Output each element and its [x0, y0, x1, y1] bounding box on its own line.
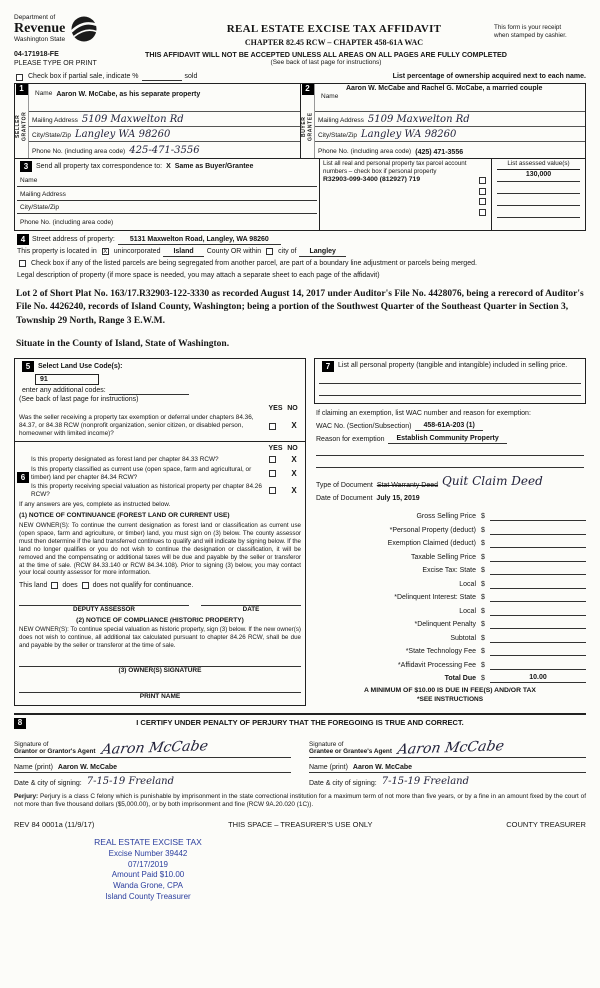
blank-line: [316, 456, 584, 468]
buyer-name-value: Aaron W. McCabe and Rachel G. McCabe, a married couple: [346, 84, 543, 92]
header-secondary: [14, 50, 586, 68]
washington-state-label: Washington State: [14, 36, 66, 44]
money-row-personal: *Personal Property (deduct) $: [314, 521, 586, 535]
notice-block: [126, 50, 526, 68]
city-value: Langley: [299, 247, 345, 257]
section-6-marker: 6: [17, 472, 29, 483]
deputy-assessor-row: [19, 605, 301, 614]
assessed-value-blank: [497, 182, 580, 194]
tax-computation: [314, 508, 586, 705]
notice-compliance-title: (2) NOTICE OF COMPLIANCE (HISTORIC PROPERTY): [76, 616, 244, 624]
currency-symbol: $: [481, 567, 485, 575]
money-row-exemption: Exemption Claimed (deduct) $: [314, 535, 586, 549]
grantee-date-value: 7-15-19 Freeland: [381, 775, 470, 787]
money-row-processing-fee: *Affidavit Processing Fee $: [314, 656, 586, 670]
currency-symbol: $: [481, 621, 485, 629]
grantor-name-value: Aaron W. McCabe: [57, 763, 118, 771]
assessed-value: 130,000: [497, 170, 580, 182]
located-in-label: This property is located in: [17, 248, 97, 256]
personal-property-checkbox-1: [479, 177, 486, 184]
segregated-note: Check box if any of the listed parcels are being segregated from another parcel, are part of a boundary line adjustment or parcels being merged.: [31, 260, 477, 268]
money-row-gross: Gross Selling Price $: [314, 508, 586, 522]
yes-no-header-2: YES NO: [268, 445, 298, 453]
dor-logo-text: [14, 14, 65, 45]
buyer-city-value: Langley WA 98260: [361, 128, 457, 140]
grantee-signature: Aaron McCabe: [396, 737, 506, 758]
corr-city-label: City/State/Zip: [20, 204, 60, 212]
treasurer-space-label: THIS SPACE – TREASURER'S USE ONLY: [228, 819, 373, 829]
land-use-label: Select Land Use Code(s):: [38, 363, 123, 371]
parcel-number-value: R32903-099-3400 (812927) 719: [323, 176, 421, 184]
parcel-row: [323, 186, 488, 197]
current-use-yes-checkbox: [269, 470, 276, 477]
title-block: [174, 14, 494, 49]
seller-mailing-value: 5109 Maxwelton Rd: [81, 113, 184, 125]
currency-symbol: $: [481, 513, 485, 521]
certify-statement: I CERTIFY UNDER PENALTY OF PERJURY THAT THE FOREGOING IS TRUE AND CORRECT.: [136, 717, 464, 727]
legal-description-text: Lot 2 of Short Plat No. 163/17.R32903-122-3330 as recorded August 14, 2017 under Auditor's File No. 4428076, being a rerecord of Auditor's File No. 4426240, records of Island County, Washington; being a portion of the Southwest Quarter of the Southeast Quarter in Section 3, Township 29 North, Range 3 E.W.M.: [16, 288, 584, 326]
wac-value: 458-61A-203 (1): [415, 421, 482, 431]
wac-label: WAC No. (Section/Subsection): [316, 423, 412, 431]
currency-symbol: $: [481, 580, 485, 588]
perjury-body: Perjury is a class C felony which is punishable by imprisonment in the state correctional institution for a maximum term of not more than five years, or by a fine in an amount fixed by the court of not more than five thousand dollars ($5,000.00), or by both imprisonment and fine (RCW 9A.20.020 (1C)).: [14, 792, 586, 809]
section-2-marker: 2: [302, 84, 314, 95]
legal-description-label: Legal description of property (if more space is needed, you may attach a separate sheet to each page of the affidavit): [17, 272, 380, 280]
perjury-notice: [14, 793, 586, 810]
correspondence-fields: [15, 159, 319, 230]
date-of-document-value: July 15, 2019: [376, 494, 420, 502]
treasurer-stamp: [48, 837, 248, 902]
money-row-interest-local: Local $: [314, 602, 586, 616]
buyer-name-area: [315, 84, 585, 112]
seller-phone-row: Phone No. (including area code) 425-471-3556: [32, 144, 200, 156]
deferral-question: Was the seller receiving a property tax exemption or deferral under chapters 84.36, 84.37, or 84.38 RCW (nonprofit organization, senior citizen, or disabled person, homeowner with limited income)?: [19, 414, 254, 438]
receipt-note-line1: This form is your receipt: [494, 24, 562, 31]
personal-property-section: [314, 358, 586, 404]
date-label: DATE: [201, 605, 301, 614]
parcel-header: List all real and personal property tax parcel account numbers – check box if personal property: [323, 159, 467, 175]
parcel-row: [323, 196, 488, 207]
deferral-question-row: [19, 414, 301, 438]
assessed-value-header: List assessed value(s): [497, 160, 580, 170]
seller-section: [15, 84, 300, 158]
section-7-marker: 7: [322, 361, 334, 372]
additional-codes-label: enter any additional codes:: [22, 387, 106, 395]
revenue-wordmark: Revenue: [14, 21, 66, 37]
currency-symbol: $: [481, 553, 485, 561]
grantee-date-row: Date & city of signing: 7-15-19 Freeland: [309, 775, 470, 787]
currency-symbol: $: [481, 607, 485, 615]
please-type-label: PLEASE TYPE OR PRINT: [14, 59, 97, 67]
unincorporated-checkbox: X: [103, 249, 108, 256]
money-row-excise-state: Excise Tax: State $: [314, 562, 586, 576]
right-column: [314, 358, 586, 706]
type-of-document-label: Type of Document: [316, 481, 373, 489]
money-row-excise-local: Local $: [314, 575, 586, 589]
buyer-section: [300, 84, 585, 158]
county-treasurer-label: COUNTY TREASURER: [506, 819, 586, 829]
historic-question-row: Is this property receiving special valuation as historical property per chapter 84.26 RCW? X: [31, 483, 301, 499]
county-value: Island: [163, 247, 203, 257]
owners-signature-line: (3) OWNER(S) SIGNATURE: [19, 666, 301, 675]
grantee-signature-block: [309, 734, 586, 788]
street-address-label: Street address of property:: [32, 236, 115, 244]
grantor-sig-label: Signature of Grantor or Grantor's Agent: [14, 740, 96, 756]
grantee-signature-row: [309, 734, 586, 758]
exemption-section: [314, 409, 586, 503]
property-address-section: [14, 231, 586, 283]
currency-symbol: $: [481, 526, 485, 534]
signature-columns: [14, 734, 586, 788]
assessed-value-blank: [497, 206, 580, 218]
personal-property-header: List all personal property (tangible and intangible) included in selling price.: [338, 362, 568, 370]
parcel-row: [323, 207, 488, 218]
stamp-excise-number: Excise Number 39442: [108, 848, 188, 858]
footer-row: [14, 820, 586, 830]
certification-section: [14, 713, 586, 788]
perjury-label: Perjury:: [14, 792, 39, 800]
form-number: 04-171918-FE: [14, 50, 59, 58]
county-or-label: County OR within: [206, 248, 262, 256]
seller-side: [15, 84, 29, 158]
historic-no-answer: X: [291, 485, 297, 495]
buyer-phone-value: (425) 471-3556: [415, 148, 464, 156]
dor-logo: [14, 14, 174, 45]
stamp-treasurer-name: Wanda Grone, CPA: [113, 881, 183, 891]
middle-columns: [14, 358, 586, 706]
seller-city-value: Langley WA 98260: [75, 128, 171, 140]
assessed-value-blank: [497, 194, 580, 206]
left-column: [14, 358, 306, 706]
certification-header: [14, 718, 586, 731]
partial-sale-label: Check box if partial sale, indicate %: [28, 72, 139, 80]
seller-name-value: Aaron W. McCabe, as his separate property: [56, 90, 201, 98]
money-row-tech-fee: *State Technology Fee $: [314, 643, 586, 657]
deputy-assessor-label: DEPUTY ASSESSOR: [19, 605, 189, 614]
see-back-note: (See back of last page for instructions): [270, 59, 382, 67]
notice-compliance-body: NEW OWNER(S): To continue special valuation as historic property, sign (3) below. If the new owner(s) does not wish to continue, all additional tax calculated pursuant to chapter 84.26 RCW, shall be due and payable by the seller or transferor at the time of sale.: [19, 626, 301, 650]
stamp-date: 07/17/2019: [127, 859, 169, 869]
blank-line: [319, 372, 581, 384]
currency-symbol: $: [481, 675, 485, 683]
parcel-row: [323, 175, 488, 186]
buyer-mailing-value: 5109 Maxwelton Rd: [367, 113, 470, 125]
seller-mailing-row: Mailing Address 5109 Maxwelton Rd: [29, 112, 300, 127]
grantor-signature: Aaron McCabe: [99, 737, 209, 758]
money-row-interest-state: *Delinquent Interest: State $: [314, 589, 586, 603]
stamp-amount-paid: Amount Paid $10.00: [111, 870, 185, 880]
city-of-label: city of: [278, 248, 297, 256]
exemption-header: If claiming an exemption, list WAC number and reason for exemption:: [316, 410, 531, 418]
yes-no-header: YES NO: [268, 405, 298, 413]
currency-symbol: $: [481, 661, 485, 669]
land-use-code-value: 91: [35, 374, 99, 385]
notice-continuance-body: NEW OWNER(S): To continue the current designation as forest land or classification as current use (open space, farm and agriculture, or timber) land, you must sign on (3) below. The county assessor must then determine if the land transferred continues to qualify and will indicate by signing below. If the land no longer qualifies or you do not wish to continue the designation or classification, it will be removed and the compensating or additional taxes will be due and payable by the seller or transferor at the time of sale. (RCW 84.33.140 or RCW 84.34.108). Prior to signing (3) below, you may contact your local county assessor for more information.: [19, 521, 301, 577]
grantee-name-value: Aaron W. McCabe: [352, 763, 413, 771]
revenue-swirl-icon: [69, 14, 99, 44]
seller-grantor-vertical-label: SELLER GRANTOR: [15, 111, 28, 142]
receipt-note-line2: when stamped by cashier.: [494, 32, 567, 40]
date-of-document-label: Date of Document: [316, 494, 373, 502]
buyer-mailing-row: Mailing Address 5109 Maxwelton Rd: [315, 112, 585, 127]
print-name-line: PRINT NAME: [19, 692, 301, 701]
buyer-fields: [315, 84, 585, 158]
if-yes-note: If any answers are yes, complete as instructed below.: [19, 500, 171, 508]
rev-number: REV 84 0001a (11/9/17): [14, 819, 95, 829]
type-handwritten-value: Quit Claim Deed: [442, 474, 543, 489]
currency-symbol: $: [481, 540, 485, 548]
buyer-grantee-vertical-label: BUYER GRANTEE: [301, 112, 314, 141]
type-printed-crossed-out: Stat Warranty Deed: [376, 481, 439, 489]
acceptance-notice: THIS AFFIDAVIT WILL NOT BE ACCEPTED UNLESS ALL AREAS ON ALL PAGES ARE FULLY COMPLETED: [145, 49, 507, 59]
money-row-total-due: Total Due $ 10.00: [314, 670, 586, 684]
classification-questions: [19, 455, 301, 499]
forest-yes-checkbox: [269, 456, 276, 463]
grantee-name-row: Name (print) Aaron W. McCabe: [309, 758, 586, 773]
section-4-marker: 4: [17, 234, 29, 245]
city-checkbox: [266, 248, 273, 255]
partial-sale-row: [14, 72, 586, 81]
sold-label: sold: [184, 72, 198, 80]
form-subtitle: CHAPTER 82.45 RCW – CHAPTER 458-61A WAC: [244, 38, 424, 48]
money-row-subtotal: Subtotal $: [314, 629, 586, 643]
currency-symbol: $: [481, 634, 485, 642]
forest-land-question-row: Is this property designated as forest land per chapter 84.33 RCW? X: [31, 455, 301, 465]
stamp-title: REAL ESTATE EXCISE TAX: [94, 837, 202, 848]
header: [14, 14, 586, 49]
buyer-city-row: City/State/Zip Langley WA 98260: [315, 127, 585, 142]
reason-value: Establish Community Property: [388, 434, 506, 444]
buyer-name-label: Name: [321, 93, 339, 101]
currency-symbol: $: [481, 648, 485, 656]
section-8-marker: 8: [14, 718, 26, 729]
partial-sale-blank: [142, 80, 182, 81]
buyer-phone-row: Phone No. (including area code) (425) 471-3556: [318, 147, 464, 156]
section-5-marker: 5: [22, 361, 34, 372]
dept-of-label: Department of: [14, 14, 56, 21]
stamp-treasurer-title: Island County Treasurer: [105, 892, 191, 901]
seller-name-area: [29, 84, 300, 112]
parcel-numbers-column: [319, 159, 491, 230]
personal-property-checkbox-4: [479, 209, 486, 216]
assessed-value-column: [491, 159, 585, 230]
see-instructions-note: *SEE INSTRUCTIONS: [416, 696, 484, 704]
personal-property-checkbox-3: [479, 198, 486, 205]
personal-property-checkbox-2: [479, 188, 486, 195]
current-use-no-answer: X: [291, 468, 297, 478]
grantor-signature-block: [14, 734, 291, 788]
buyer-side: [301, 84, 315, 158]
money-row-taxable: Taxable Selling Price $: [314, 548, 586, 562]
receipt-note: [494, 14, 586, 40]
seller-name-label: Name: [35, 89, 53, 97]
unincorporated-label: unincorporated: [113, 248, 161, 256]
grantor-date-value: 7-15-19 Freeland: [86, 775, 175, 787]
ownership-note: List percentage of ownership acquired next to each name.: [392, 72, 586, 80]
grantor-date-row: Date & city of signing: 7-15-19 Freeland: [14, 775, 175, 787]
reason-label: Reason for exemption: [316, 436, 385, 444]
section-1-marker: 1: [16, 84, 28, 95]
blank-line: [316, 444, 584, 456]
corr-name-label: Name: [20, 177, 38, 185]
corr-mailing-label: Mailing Address: [20, 190, 66, 198]
partial-sale-checkbox: [16, 74, 23, 81]
same-as-mark: X: [166, 163, 171, 171]
seller-phone-value: 425-471-3556: [129, 144, 200, 156]
minimum-due-note: A MINIMUM OF $10.00 IS DUE IN FEE(S) AND/OR TAX: [364, 687, 536, 695]
current-use-question-row: Is this property classified as current use (open space, farm and agricultural, or timber) land per chapter 84.34 RCW? X: [31, 466, 301, 482]
section-3-marker: 3: [20, 161, 32, 172]
historic-yes-checkbox: [269, 487, 276, 494]
deferral-yes-checkbox: [269, 423, 276, 430]
corr-phone-label: Phone No. (including area code): [20, 218, 114, 226]
currency-symbol: $: [481, 594, 485, 602]
land-use-section: [14, 358, 306, 442]
form-id-block: [14, 50, 126, 68]
see-back-note-2: (See back of last page for instructions): [19, 396, 139, 404]
notice-continuance-title: (1) NOTICE OF CONTINUANCE (FOREST LAND OR CURRENT USE): [19, 512, 230, 520]
parties-section: [14, 83, 586, 159]
qualify-row: This land does does not qualify for continuance.: [19, 582, 194, 590]
does-not-checkbox: [82, 582, 89, 589]
situate-line: Situate in the County of Island, State of Washington.: [16, 338, 230, 349]
tax-correspondence-section: [14, 159, 586, 231]
seller-fields: [29, 84, 300, 158]
blank-line: [319, 384, 581, 396]
street-address-value: 5131 Maxwelton Road, Langley, WA 98260: [118, 235, 281, 245]
send-correspondence-label: Send all property tax correspondence to:: [36, 163, 163, 171]
deferral-no-answer: X: [291, 421, 297, 431]
segregated-checkbox: [19, 260, 26, 267]
seller-city-row: City/State/Zip Langley WA 98260: [29, 127, 300, 142]
same-as-label: Same as Buyer/Grantee: [174, 163, 254, 171]
form-title: REAL ESTATE EXCISE TAX AFFIDAVIT: [226, 23, 442, 35]
forest-no-answer: X: [291, 454, 297, 464]
money-row-penalty: *Delinquent Penalty $: [314, 616, 586, 630]
grantor-signature-row: [14, 734, 291, 758]
does-checkbox: [51, 582, 58, 589]
grantee-sig-label: Signature of Grantee or Grantee's Agent: [309, 740, 392, 756]
grantor-name-row: Name (print) Aaron W. McCabe: [14, 758, 291, 773]
classification-section: [14, 442, 306, 705]
